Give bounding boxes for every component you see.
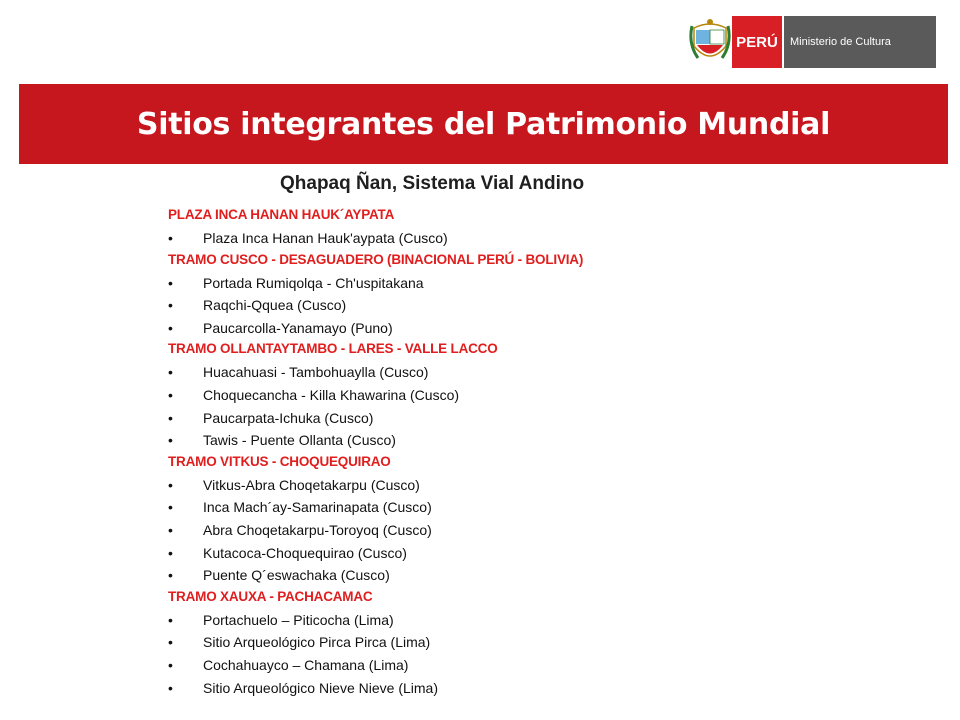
- site-name: Inca Mach´ay-Samarinapata (Cusco): [203, 499, 432, 516]
- section-heading: TRAMO OLLANTAYTAMBO - LARES - VALLE LACCO: [168, 341, 498, 357]
- list-item: [168, 474, 868, 497]
- site-name: Abra Choqetakarpu-Toroyoq (Cusco): [203, 521, 432, 538]
- list-item: [168, 496, 868, 519]
- list-item: [168, 564, 868, 587]
- site-name: Plaza Inca Hanan Hauk'aypata (Cusco): [203, 230, 448, 246]
- bullet-icon: •: [168, 386, 173, 403]
- list-item: [168, 227, 868, 250]
- list-item: [168, 631, 868, 654]
- bullet-icon: •: [168, 364, 173, 381]
- site-name: Sitio Arqueológico Nieve Nieve (Lima): [203, 679, 438, 696]
- section-heading: TRAMO VITKUS - CHOQUEQUIRAO: [168, 453, 391, 469]
- list-item: [168, 272, 868, 295]
- bullet-icon: •: [168, 656, 173, 673]
- bullet-icon: •: [168, 499, 173, 516]
- list-item: [168, 361, 868, 384]
- list-item: [168, 519, 868, 542]
- site-name: Choquecancha - Killa Khawarina (Cusco): [203, 386, 460, 403]
- bullet-icon: •: [168, 476, 173, 493]
- bullet-icon: •: [168, 521, 173, 538]
- bullet-icon: •: [168, 611, 173, 628]
- page-subtitle: Qhapaq Ñan, Sistema Vial Andino: [280, 173, 585, 194]
- page-title: Sitios integrantes del Patrimonio Mundial: [136, 106, 831, 142]
- list-item: [168, 542, 868, 565]
- site-name: Paucarcolla-Yanamayo (Puno): [203, 319, 393, 336]
- bullet-icon: •: [168, 544, 173, 561]
- site-name: Raqchi-Qquea (Cusco): [203, 297, 347, 314]
- bullet-icon: •: [168, 319, 173, 336]
- coat-of-arms-icon: [688, 16, 732, 68]
- site-name: Puente Q´eswachaka (Cusco): [203, 567, 390, 584]
- section-heading: PLAZA INCA HANAN HAUK´AYPATA: [168, 207, 395, 222]
- sites-list: [168, 205, 868, 699]
- list-item: [168, 294, 868, 317]
- list-item: [168, 317, 868, 340]
- list-item: [168, 654, 868, 677]
- list-item: [168, 407, 868, 430]
- ministry-name: Ministerio de Cultura: [782, 16, 936, 68]
- bullet-icon: •: [168, 409, 173, 426]
- bullet-icon: •: [168, 230, 173, 246]
- list-item: [168, 609, 868, 632]
- ministry-logo: [688, 16, 936, 68]
- site-name: Cochahuayco – Chamana (Lima): [203, 656, 409, 673]
- list-item: [168, 677, 868, 700]
- section-heading: TRAMO XAUXA - PACHACAMAC: [168, 588, 373, 604]
- site-name: Portada Rumiqolqa - Ch'uspitakana: [203, 274, 424, 291]
- site-name: Huacahuasi - Tambohuaylla (Cusco): [203, 364, 429, 381]
- country-wordmark: PERÚ: [732, 16, 782, 68]
- site-name: Kutacoca-Choquequirao (Cusco): [203, 544, 407, 561]
- site-name: Sitio Arqueológico Pirca Pirca (Lima): [203, 634, 431, 651]
- bullet-icon: •: [168, 679, 173, 696]
- bullet-icon: •: [168, 274, 173, 291]
- bullet-icon: •: [168, 567, 173, 584]
- site-name: Paucarpata-Ichuka (Cusco): [203, 409, 374, 426]
- bullet-icon: •: [168, 634, 173, 651]
- site-name: Portachuelo – Piticocha (Lima): [203, 611, 394, 628]
- list-item: [168, 384, 868, 407]
- title-banner: [19, 84, 948, 164]
- bullet-icon: •: [168, 297, 173, 314]
- bullet-icon: •: [168, 432, 173, 449]
- site-name: Vitkus-Abra Choqetakarpu (Cusco): [203, 476, 420, 493]
- section-heading: TRAMO CUSCO - DESAGUADERO (BINACIONAL PERÚ - BOLIVIA): [168, 251, 584, 267]
- site-name: Tawis - Puente Ollanta (Cusco): [203, 432, 396, 449]
- list-item: [168, 429, 868, 452]
